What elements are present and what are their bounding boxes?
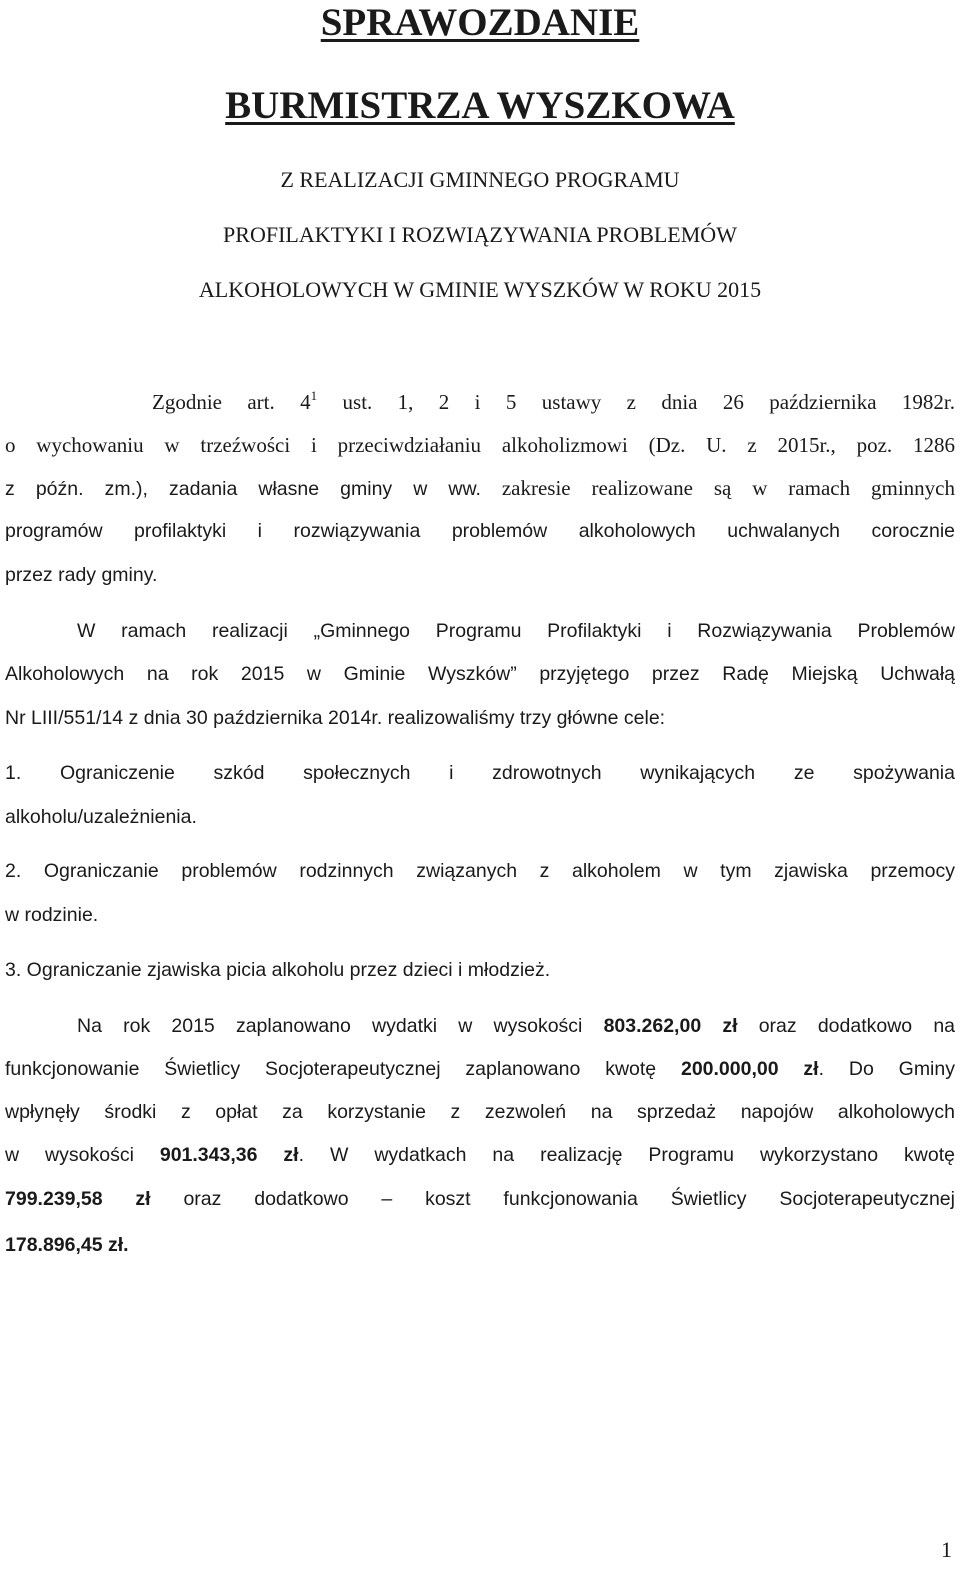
finance-line	[5, 1185, 955, 1213]
intro-line: programów profilaktyki i rozwiązywania problemów alkoholowych uchwalanych corocznie	[5, 520, 955, 542]
document-title: SPRAWOZDANIE	[320, 1, 640, 44]
intro-line: o wychowaniu w trzeźwości i przeciwdziałaniu alkoholizmowi (Dz. U. z 2015r., poz. 1286	[5, 433, 955, 457]
subtitle-line3: ALKOHOLOWYCH W GMINIE WYSZKÓW W ROKU 2015	[198, 277, 762, 302]
goal-item-continuation: w rodzinie.	[5, 904, 99, 926]
intro-text: Zgodnie art. 4	[152, 390, 311, 414]
amount-income: 901.343,36 zł	[159, 1144, 299, 1166]
finance-text: funkcjonowanie Świetlicy Socjoterapeutycznej zaplanowano kwotę	[5, 1058, 681, 1080]
intro-line	[5, 474, 955, 503]
goal-item: 3. Ograniczanie zjawiska picia alkoholu przez dzieci i młodzież.	[5, 959, 551, 981]
goal-item: 1. Ograniczenie szkód społecznych i zdrowotnych wynikających ze spożywania	[5, 762, 955, 784]
document-title-line2: BURMISTRZA WYSZKOWA	[225, 84, 735, 127]
finance-text: . Do Gminy	[818, 1058, 955, 1080]
goal-item: 2. Ograniczanie problemów rodzinnych związanych z alkoholem w tym zjawiska przemocy	[5, 860, 955, 882]
finance-text: oraz dodatkowo na	[737, 1015, 956, 1037]
program-line: Nr LIII/551/14 z dnia 30 października 2014r. realizowaliśmy trzy główne cele:	[5, 707, 666, 729]
intro-line	[152, 388, 955, 419]
program-line: Alkoholowych na rok 2015 w Gminie Wyszków” przyjętego przez Radę Miejską Uchwałą	[5, 663, 955, 685]
subtitle-line2: PROFILAKTYKI I ROZWIĄZYWANIA PROBLEMÓW	[223, 222, 737, 247]
finance-text: . W wydatkach na realizację Programu wykorzystano kwotę	[298, 1144, 955, 1166]
goal-item-continuation: alkoholu/uzależnienia.	[5, 806, 197, 828]
superscript: 1	[310, 388, 318, 403]
intro-text: zakresie realizowane są w ramach gminnych	[480, 476, 955, 500]
finance-text: oraz dodatkowo – koszt funkcjonowania Świetlicy Socjoterapeutycznej	[150, 1188, 955, 1210]
finance-line	[77, 1012, 955, 1040]
amount-swietlica-planned: 200.000,00 zł	[680, 1058, 819, 1080]
finance-text: Na rok 2015 zaplanowano wydatki w wysokości	[77, 1015, 604, 1037]
intro-line: przez rady gminy.	[5, 564, 158, 586]
finance-line: wpłynęły środki z opłat za korzystanie z zezwoleń na sprzedaż napojów alkoholowych	[5, 1101, 955, 1123]
amount-planned: 803.262,00 zł	[603, 1015, 738, 1037]
subtitle-line1: Z REALIZACJI GMINNEGO PROGRAMU	[280, 167, 680, 192]
intro-text: ust. 1, 2 i 5 ustawy z dnia 26 października 1982r.	[317, 390, 955, 414]
finance-text: w wysokości	[5, 1144, 160, 1166]
finance-line	[5, 1141, 955, 1169]
intro-text: z późn. zm.), zadania własne gminy w ww.	[5, 478, 481, 500]
finance-line	[5, 1231, 955, 1259]
amount-spent: 799.239,58 zł	[5, 1188, 151, 1210]
amount-swietlica-spent: 178.896,45 zł.	[5, 1234, 129, 1256]
page-number: 1	[941, 1537, 952, 1562]
finance-line	[5, 1055, 955, 1083]
program-line: W ramach realizacji „Gminnego Programu Profilaktyki i Rozwiązywania Problemów	[77, 620, 955, 642]
